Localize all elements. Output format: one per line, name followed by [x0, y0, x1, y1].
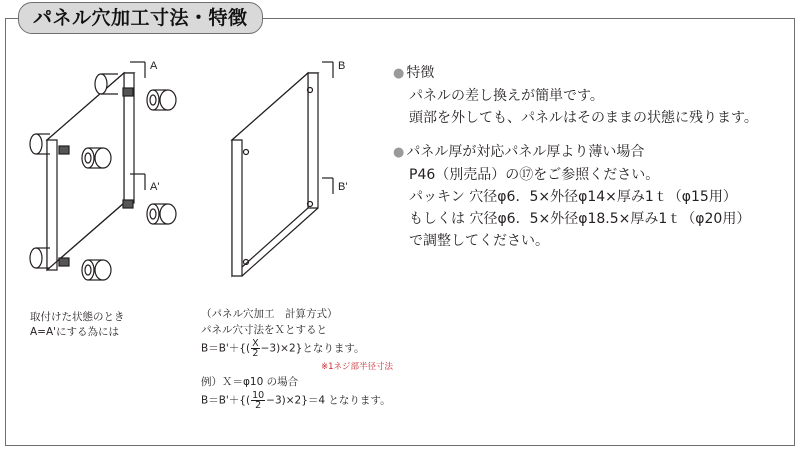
label-b-prime: B'	[338, 181, 348, 193]
calc-heading: （パネル穴加工 計算方式）	[201, 308, 338, 320]
formula-1-prefix: B＝B'＋{(	[201, 342, 251, 355]
bullet-icon: ●	[393, 66, 405, 81]
formula-2-fraction	[251, 391, 265, 410]
thinner-panel-heading: パネル厚が対応パネル厚より薄い場合	[406, 144, 645, 160]
thread-radius-note: ※1ネジ部半径寸法	[321, 362, 394, 372]
thinner-panel-line: パッキン 穴径φ6．5×外径φ14×厚み1ｔ（φ15用）	[409, 189, 737, 205]
page-title: パネル穴加工寸法・特徴	[18, 2, 263, 34]
cap-top-right	[147, 90, 176, 110]
feature-heading: 特徴	[406, 65, 435, 81]
calculation-method	[201, 307, 393, 413]
thinner-panel-block	[393, 141, 758, 252]
fraction-denominator: 2	[255, 400, 262, 411]
fraction-numerator: 10	[252, 390, 265, 401]
panel-with-standoffs	[30, 62, 176, 280]
feature-line: パネルの差し換えが簡単です。	[409, 88, 604, 104]
formula-2	[201, 391, 393, 413]
formula-1-suffix: −3)×2}となります。	[260, 342, 365, 355]
thinner-panel-line: で調整してください。	[409, 233, 549, 249]
label-a: A	[150, 60, 158, 72]
formula-2-prefix: B＝B'＋{(	[201, 394, 251, 407]
mount-note-line: A=A'にする為には	[30, 326, 120, 338]
formula-1	[201, 339, 393, 361]
fraction-denominator: 2	[252, 348, 259, 359]
calc-example: 例）Ｘ＝φ10 の場合	[201, 376, 299, 388]
feature-line: 頭部を外しても、パネルはそのままの状態に残ります。	[409, 110, 758, 126]
feature-block	[393, 62, 758, 129]
calc-line: パネル穴寸法をＸとすると	[201, 324, 327, 336]
cap-bottom-left	[82, 260, 111, 280]
thinner-panel-line: もしくは 穴径φ6．5×外径φ18.5×厚み1ｔ（φ20用）	[409, 211, 751, 227]
bullet-icon: ●	[393, 145, 405, 160]
features-section	[393, 62, 758, 264]
formula-1-fraction	[251, 339, 260, 358]
label-b: B	[338, 60, 346, 72]
bare-panel	[232, 62, 333, 276]
cap-mid-right	[147, 204, 176, 224]
formula-2-suffix: −3)×2}＝4 となります。	[266, 394, 391, 407]
mount-note	[30, 310, 125, 340]
fraction-numerator: X	[252, 338, 259, 349]
thinner-panel-line: P46（別売品）の⑰をご参照ください。	[409, 167, 660, 183]
label-a-prime: A'	[150, 181, 160, 193]
mount-note-line: 取付けた状態のとき	[30, 311, 125, 323]
